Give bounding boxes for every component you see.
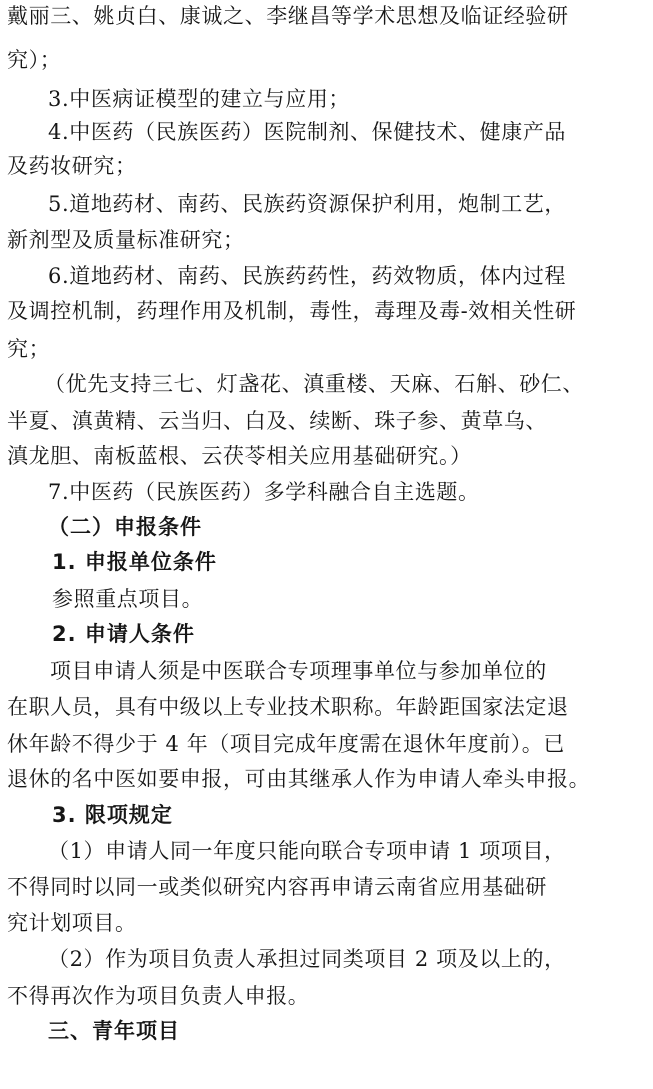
list-item: 6.道地药材、南药、民族药药性，药效物质，体内过程 [48,264,567,288]
list-item: 7.中医药（民族医药）多学科融合自主选题。 [48,480,480,504]
text-line: 究）； [7,48,62,72]
text-line: 在职人员，具有中级以上专业技术职称。年龄距国家法定退 [7,695,569,719]
text-line: （优先支持三七、灯盏花、滇重楼、天麻、石斛、砂仁、 [44,372,584,396]
section-heading: 三、青年项目 [48,1019,180,1043]
subsection-heading: 2. 申请人条件 [52,622,195,646]
text-line: 退休的名中医如要申报，可由其继承人作为申请人牵头申报。 [7,767,591,791]
text-line: 究计划项目。 [7,911,137,935]
list-item: 5.道地药材、南药、民族药资源保护利用，炮制工艺， [48,192,567,216]
subsection-heading: 3. 限项规定 [52,803,173,827]
text-line: 滇龙胆、南板蓝根、云茯苓相关应用基础研究。） [7,444,472,468]
text-line: 项目申请人须是中医联合专项理事单位与参加单位的 [50,659,547,683]
text-line: 究； [7,337,51,361]
subsection-heading: 1. 申报单位条件 [52,550,217,574]
list-item: 3.中医病证模型的建立与应用； [48,87,351,111]
section-heading: （二）申报条件 [48,515,202,539]
text-line: 及调控机制，药理作用及机制，毒性，毒理及毒-效相关性研 [7,299,577,323]
text-line: （2）作为项目负责人承担过同类项目 2 项及以上的， [48,947,566,971]
list-item: 4.中医药（民族医药）医院制剂、保健技术、健康产品 [48,120,567,144]
text-line: 及药妆研究； [7,154,137,178]
text-line: （1）申请人同一年度只能向联合专项申请 1 项项目， [48,839,566,863]
text-line: 参照重点项目。 [52,587,204,611]
text-line: 不得再次作为项目负责人申报。 [7,984,310,1008]
text-line: 不得同时以同一或类似研究内容再申请云南省应用基础研 [7,875,547,899]
text-line: 休年龄不得少于 4 年（项目完成年度需在退休年度前）。已 [7,732,566,756]
text-line: 戴丽三、姚贞白、康诚之、李继昌等学术思想及临证经验研 [7,4,569,28]
text-line: 新剂型及质量标准研究； [7,228,245,252]
text-line: 半夏、滇黄精、云当归、白及、续断、珠子参、黄草乌、 [7,409,547,433]
